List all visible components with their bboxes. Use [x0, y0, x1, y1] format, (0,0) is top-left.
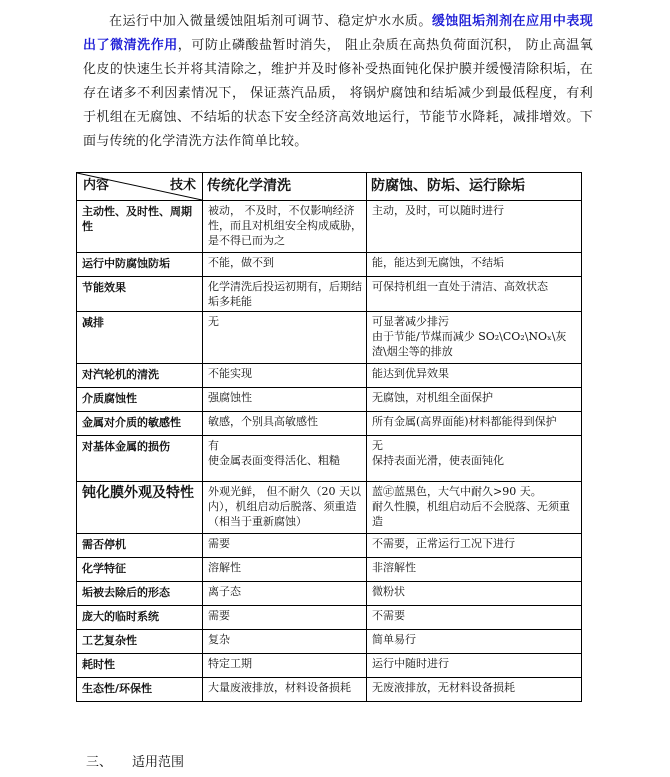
row-label-cell: 需否停机 [77, 534, 203, 558]
table-row [77, 364, 582, 388]
section-title: 适用范围 [132, 755, 185, 770]
row-label-cell: 工艺复杂性 [77, 630, 203, 654]
inhibitor-cell: 主动，及时，可以随时进行 [367, 201, 582, 253]
inhibitor-cell: 不需要，正常运行工况下进行 [367, 534, 582, 558]
traditional-cell: 强腐蚀性 [203, 388, 367, 412]
inhibitor-cell: 不需要 [367, 606, 582, 630]
row-label-cell: 运行中防腐蚀防垢 [77, 253, 203, 277]
table-row [77, 534, 582, 558]
row-label-cell: 庞大的临时系统 [77, 606, 203, 630]
row-label-cell: 化学特征 [77, 558, 203, 582]
inhibitor-cell: 无废液排放，无材料设备损耗 [367, 678, 582, 702]
diagonal-header-cell [77, 173, 203, 201]
table-row [77, 482, 582, 534]
traditional-cell: 不能，做不到 [203, 253, 367, 277]
traditional-cell: 离子态 [203, 582, 367, 606]
row-label-cell: 减排 [77, 312, 203, 364]
traditional-cell: 需要 [203, 606, 367, 630]
table-body [77, 201, 582, 702]
section-number: 三、 [86, 755, 113, 770]
table-row [77, 558, 582, 582]
row-label-cell: 主动性、及时性、周期性 [77, 201, 203, 253]
inhibitor-cell: 所有金属(高界面能)材料都能得到保护 [367, 412, 582, 436]
header-technique-label: 技术 [169, 178, 196, 193]
inhibitor-cell: 微粉状 [367, 582, 582, 606]
table-row [77, 277, 582, 312]
inhibitor-cell: 能达到优异效果 [367, 364, 582, 388]
row-label-cell: 金属对介质的敏感性 [77, 412, 203, 436]
inhibitor-cell: 非溶解性 [367, 558, 582, 582]
inhibitor-cell: 可显著减少排污 由于节能/节煤而减少 SO₂\CO₂\NOₓ\灰渣\烟尘等的排放 [367, 312, 582, 364]
traditional-cell: 复杂 [203, 630, 367, 654]
row-label-cell: 对基体金属的损伤 [77, 436, 203, 482]
inhibitor-cell: 运行中随时进行 [367, 654, 582, 678]
traditional-cell: 大量废液排放，材料设备损耗 [203, 678, 367, 702]
inhibitor-cell: 能，能达到无腐蚀，不结垢 [367, 253, 582, 277]
table-row [77, 582, 582, 606]
traditional-cell: 敏感，个别具高敏感性 [203, 412, 367, 436]
row-label-cell: 钝化膜外观及特性 [77, 482, 203, 534]
traditional-cell: 溶解性 [203, 558, 367, 582]
traditional-cell: 无 [203, 312, 367, 364]
table-row [77, 654, 582, 678]
table-row [77, 388, 582, 412]
column-header-inhibitor: 防腐蚀、防垢、运行除垢 [367, 173, 582, 201]
inhibitor-cell: 无 保持表面光滑，使表面钝化 [367, 436, 582, 482]
table-row [77, 312, 582, 364]
intro-text-1: 在运行中加入微量缓蚀阻垢剂可调节、稳定炉水水质。 [109, 14, 432, 29]
row-label-cell: 生态性/环保性 [77, 678, 203, 702]
traditional-cell: 化学清洗后投运初期有，后期结垢多耗能 [203, 277, 367, 312]
row-label-cell: 对汽轮机的清洗 [77, 364, 203, 388]
table-row [77, 678, 582, 702]
comparison-table [76, 172, 582, 702]
table-row [77, 412, 582, 436]
table-row [77, 436, 582, 482]
section-heading [86, 751, 184, 770]
table-row [77, 201, 582, 253]
table-header-row [77, 173, 582, 201]
table-row [77, 630, 582, 654]
traditional-cell: 特定工期 [203, 654, 367, 678]
inhibitor-cell: 可保持机组一直处于清洁、高效状态 [367, 277, 582, 312]
table-row [77, 606, 582, 630]
table-row [77, 253, 582, 277]
row-label-cell: 耗时性 [77, 654, 203, 678]
header-content-label: 内容 [83, 178, 110, 193]
intro-text-2: ，可防止磷酸盐暂时消失， 阻止杂质在高热负荷面沉积， 防止高温氧化皮的快速生长并将其清除之，维护并及时修补受热面钝化保护膜并缓慢清除积垢，在存在诸多不利因素情况下， 保证蒸汽品质， 将锅炉腐蚀和结垢减少到最低程度，有利于机组在无腐蚀、不结垢的状态下安全经济高效地运行，节能节水降耗，减排增效。下面与传统的化学清洗方法作简单比较。 [83, 38, 593, 149]
row-label-cell: 节能效果 [77, 277, 203, 312]
intro-highlight: 缓蚀阻垢剂剂在应用中表现出了微清洗作用 [83, 14, 593, 53]
traditional-cell: 不能实现 [203, 364, 367, 388]
inhibitor-cell: 无腐蚀，对机组全面保护 [367, 388, 582, 412]
row-label-cell: 垢被去除后的形态 [77, 582, 203, 606]
traditional-cell: 需要 [203, 534, 367, 558]
inhibitor-cell: 蓝㊣蓝黑色，大气中耐久>90 天。 耐久性膜，机组启动后不会脱落、无须重造 [367, 482, 582, 534]
traditional-cell: 外观光鲜， 但不耐久（20 天以内），机组启动后脱落、须重造（相当于重新腐蚀） [203, 482, 367, 534]
row-label-cell: 介质腐蚀性 [77, 388, 203, 412]
traditional-cell: 被动， 不及时，不仅影响经济性，而且对机组安全构成威胁，是不得已而为之 [203, 201, 367, 253]
intro-paragraph [83, 10, 593, 154]
inhibitor-cell: 简单易行 [367, 630, 582, 654]
traditional-cell: 有 使金属表面变得活化、粗糙 [203, 436, 367, 482]
column-header-traditional: 传统化学清洗 [203, 173, 367, 201]
